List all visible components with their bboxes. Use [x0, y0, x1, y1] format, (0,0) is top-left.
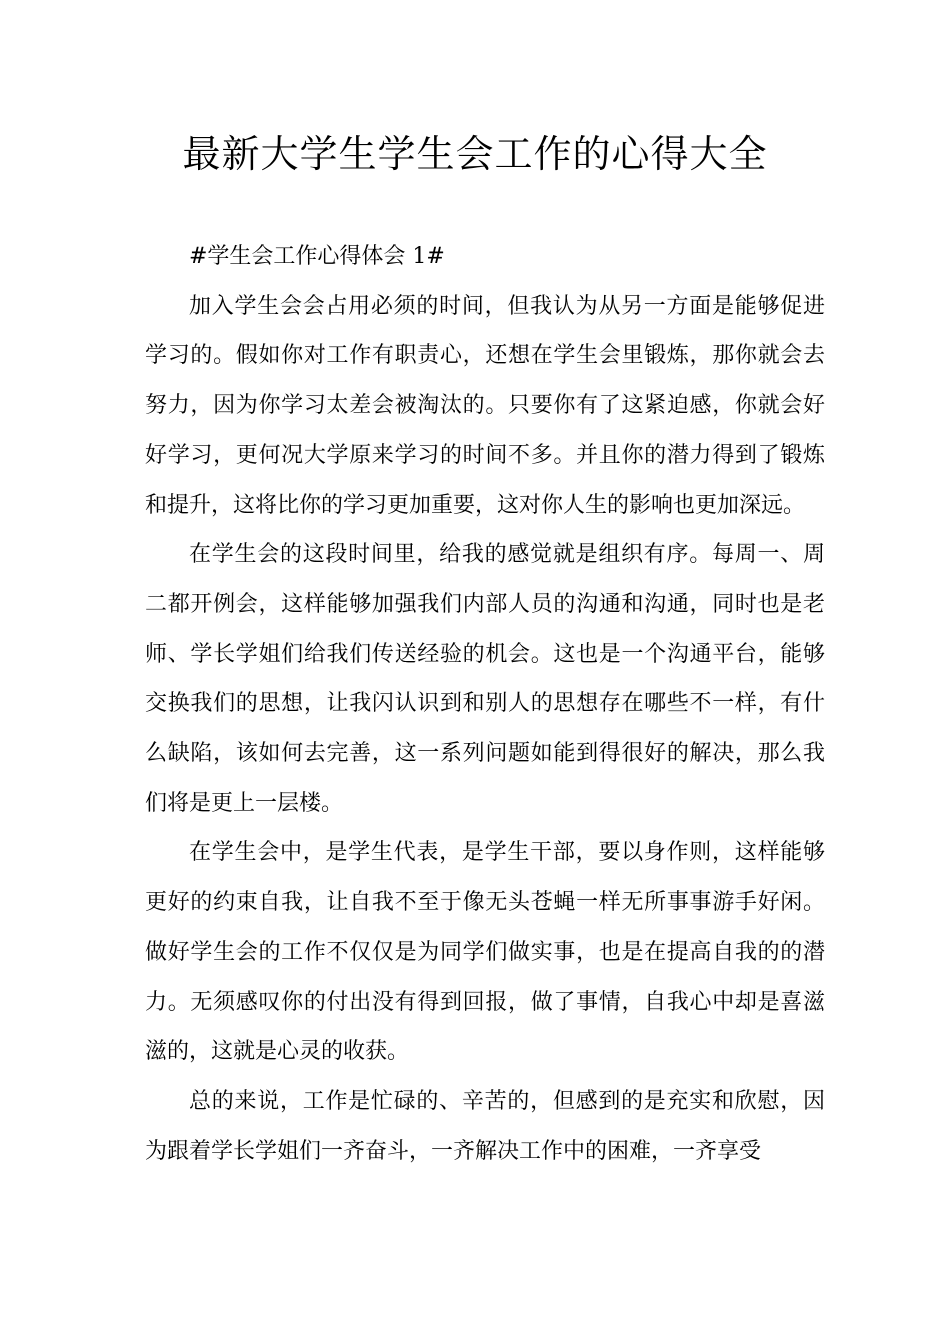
- paragraph-4: 总的来说，工作是忙碌的、辛苦的，但感到的是充实和欣慰，因为跟着学长学姐们一齐奋斗，一齐解决工作中的困难，一齐享受: [145, 1088, 825, 1164]
- document-body: [145, 232, 825, 1176]
- paragraph-1: 加入学生会会占用必须的时间，但我认为从另一方面是能够促进学习的。假如你对工作有职责心，还想在学生会里锻炼，那你就会去努力，因为你学习太差会被淘汰的。只要你有了这紧迫感，你就会好好学习，更何况大学原来学习的时间不多。并且你的潜力得到了锻炼和提升，这将比你的学习更加重要，这对你人生的影响也更加深远。: [145, 293, 825, 518]
- document-title: 最新大学生学生会工作的心得大全: [182, 132, 768, 176]
- paragraph-2: 在学生会的这段时间里，给我的感觉就是组织有序。每周一、周二都开例会，这样能够加强我们内部人员的沟通和沟通，同时也是老师、学长学姐们给我们传送经验的机会。这也是一个沟通平台，能够交换我们的思想，让我闪认识到和别人的思想存在哪些不一样，有什么缺陷，该如何去完善，这一系列问题如能到得很好的解决，那么我们将是更上一层楼。: [145, 542, 825, 816]
- paragraph-3: 在学生会中，是学生代表，是学生干部，要以身作则，这样能够更好的约束自我，让自我不至于像无头苍蝇一样无所事事游手好闲。做好学生会的工作不仅仅是为同学们做实事，也是在提高自我的的潜力。无须感叹你的付出没有得到回报，做了事情，自我心中却是喜滋滋的，这就是心灵的收获。: [145, 840, 825, 1065]
- section-heading: #学生会工作心得体会 1#: [189, 244, 445, 269]
